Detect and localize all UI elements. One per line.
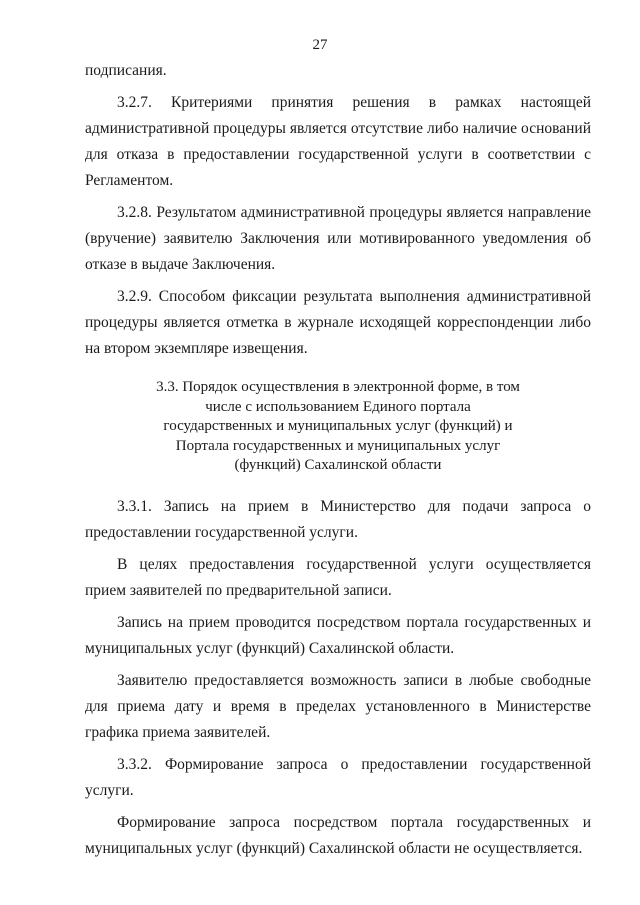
paragraph-preliminary-appointment: В целях предоставления государственной услуги осуществляется прием заявителей по предварительной записи. [85, 555, 591, 599]
paragraph-3-2-7: 3.2.7. Критериями принятия решения в рамках настоящей административной процедуры является отсутствие либо наличие оснований для отказа в предоставлении государственной услуги в соответствии с Регламентом. [85, 94, 591, 189]
page-number: 27 [312, 37, 328, 53]
paragraph-3-2-9: 3.2.9. Способом фиксации результата выполнения административной процедуры является отметка в журнале исходящей корреспонденции либо на втором экземпляре извещения. [85, 288, 591, 357]
document-body [85, 58, 591, 868]
heading-line: государственных и муниципальных услуг (функций) и [163, 418, 513, 434]
paragraph-3-3-1: 3.3.1. Запись на прием в Министерство для подачи запроса о предоставлении государственной услуги. [85, 497, 591, 541]
paragraph-request-not-available: Формирование запроса посредством портала государственных и муниципальных услуг (функций) Сахалинской области не осуществляется. [85, 813, 591, 857]
paragraph-appointment-portal: Запись на прием проводится посредством портала государственных и муниципальных услуг (функций) Сахалинской области. [85, 613, 591, 657]
paragraph-3-2-8: 3.2.8. Результатом административной процедуры является направление (вручение) заявителю Заключения или мотивированного уведомления об отказе в выдаче Заключения. [85, 204, 591, 273]
heading-line: 3.3. Порядок осуществления в электронной форме, в том [156, 379, 520, 395]
heading-line: Портала государственных и муниципальных услуг [175, 437, 501, 454]
paragraph-3-3-2: 3.3.2. Формирование запроса о предоставлении государственной услуги. [85, 755, 591, 799]
heading-line: (функций) Сахалинской области [234, 457, 442, 473]
heading-line: числе с использованием Единого портала [205, 398, 471, 415]
section-heading-3-3 [85, 378, 591, 476]
paragraph-continuation: подписания. [85, 62, 167, 79]
paragraph-appointment-schedule: Заявителю предоставляется возможность записи в любые свободные для приема дату и время в пределах установленного в Министерстве графика приема заявителей. [85, 671, 591, 741]
